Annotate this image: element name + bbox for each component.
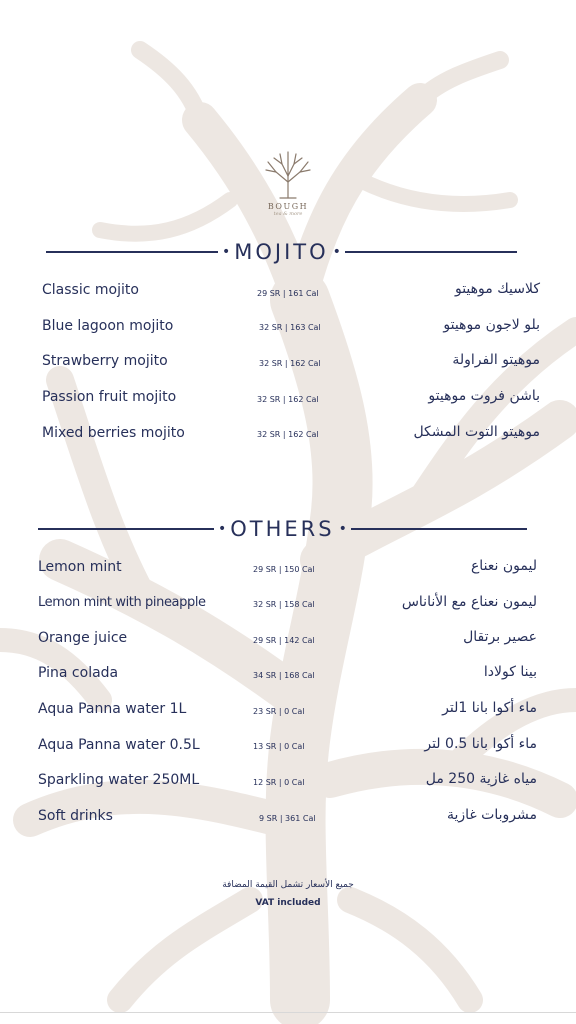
item-name-ar: ليمون نعناع مع الأناناس xyxy=(401,594,537,610)
section-heading-mojito xyxy=(46,240,546,264)
item-name-ar: ماء أكوا بانا 0.5 لتر xyxy=(424,736,537,752)
item-price-cal: 29 SR | 142 Cal xyxy=(253,636,315,645)
item-price-cal: 32 SR | 163 Cal xyxy=(259,323,321,332)
heading-rule-right xyxy=(345,251,517,253)
heading-rule-left xyxy=(38,528,214,530)
section-title: OTHERS xyxy=(230,517,335,541)
item-name-en: Lemon mint with pineapple xyxy=(38,595,206,610)
vat-note-ar: جميع الأسعار تشمل القيمة المضافة xyxy=(222,880,354,890)
logo-wordmark: BOUGH xyxy=(267,202,309,211)
brand-logo xyxy=(248,148,328,217)
item-name-ar: موهيتو الفراولة xyxy=(452,352,540,368)
heading-dot-left: • xyxy=(218,521,227,537)
item-price-cal: 32 SR | 162 Cal xyxy=(257,395,319,404)
item-name-ar: ماء أكوا بانا 1لتر xyxy=(442,700,537,716)
item-name-en: Blue lagoon mojito xyxy=(42,318,174,334)
item-name-en: Aqua Panna water 1L xyxy=(38,701,187,717)
item-name-ar: موهيتو التوت المشكل xyxy=(413,424,540,440)
item-name-ar: بينا كولادا xyxy=(483,664,537,680)
item-name-en: Strawberry mojito xyxy=(42,353,168,369)
item-name-en: Mixed berries mojito xyxy=(42,425,185,441)
item-name-ar: مياه غازية 250 مل xyxy=(425,771,537,787)
item-name-ar: بلو لاجون موهيتو xyxy=(443,317,540,333)
item-name-en: Soft drinks xyxy=(38,808,113,824)
item-name-en: Classic mojito xyxy=(42,282,139,298)
logo-tagline: tea & more xyxy=(273,211,303,217)
item-name-en: Pina colada xyxy=(38,665,119,681)
item-name-ar: كلاسيك موهيتو xyxy=(454,281,540,297)
heading-rule-right xyxy=(351,528,527,530)
item-price-cal: 23 SR | 0 Cal xyxy=(253,707,305,716)
tree-logo-icon xyxy=(258,148,318,200)
heading-dot-left: • xyxy=(222,244,231,260)
item-price-cal: 13 SR | 0 Cal xyxy=(253,742,305,751)
item-price-cal: 12 SR | 0 Cal xyxy=(253,778,305,787)
heading-dot-right: • xyxy=(338,521,347,537)
item-price-cal: 9 SR | 361 Cal xyxy=(259,814,316,823)
item-name-en: Lemon mint xyxy=(38,559,122,575)
item-price-cal: 34 SR | 168 Cal xyxy=(253,671,315,680)
item-name-en: Sparkling water 250ML xyxy=(38,772,200,788)
heading-dot-right: • xyxy=(332,244,341,260)
item-name-en: Passion fruit mojito xyxy=(42,389,177,405)
item-name-en: Orange juice xyxy=(38,630,128,646)
section-title: MOJITO xyxy=(234,240,329,264)
section-heading-others xyxy=(38,517,538,541)
item-price-cal: 32 SR | 158 Cal xyxy=(253,600,315,609)
item-price-cal: 29 SR | 161 Cal xyxy=(257,289,319,298)
item-name-ar: عصير برتقال xyxy=(463,629,537,645)
item-price-cal: 32 SR | 162 Cal xyxy=(259,359,321,368)
vat-note-en: VAT included xyxy=(255,898,321,908)
item-name-en: Aqua Panna water 0.5L xyxy=(38,737,200,753)
item-name-ar: ليمون نعناع xyxy=(470,558,537,574)
heading-rule-left xyxy=(46,251,218,253)
item-price-cal: 32 SR | 162 Cal xyxy=(257,430,319,439)
item-price-cal: 29 SR | 150 Cal xyxy=(253,565,315,574)
item-name-ar: مشروبات غازية xyxy=(446,807,537,823)
bottom-divider xyxy=(0,1012,576,1013)
item-name-ar: باشن فروت موهيتو xyxy=(428,388,540,404)
